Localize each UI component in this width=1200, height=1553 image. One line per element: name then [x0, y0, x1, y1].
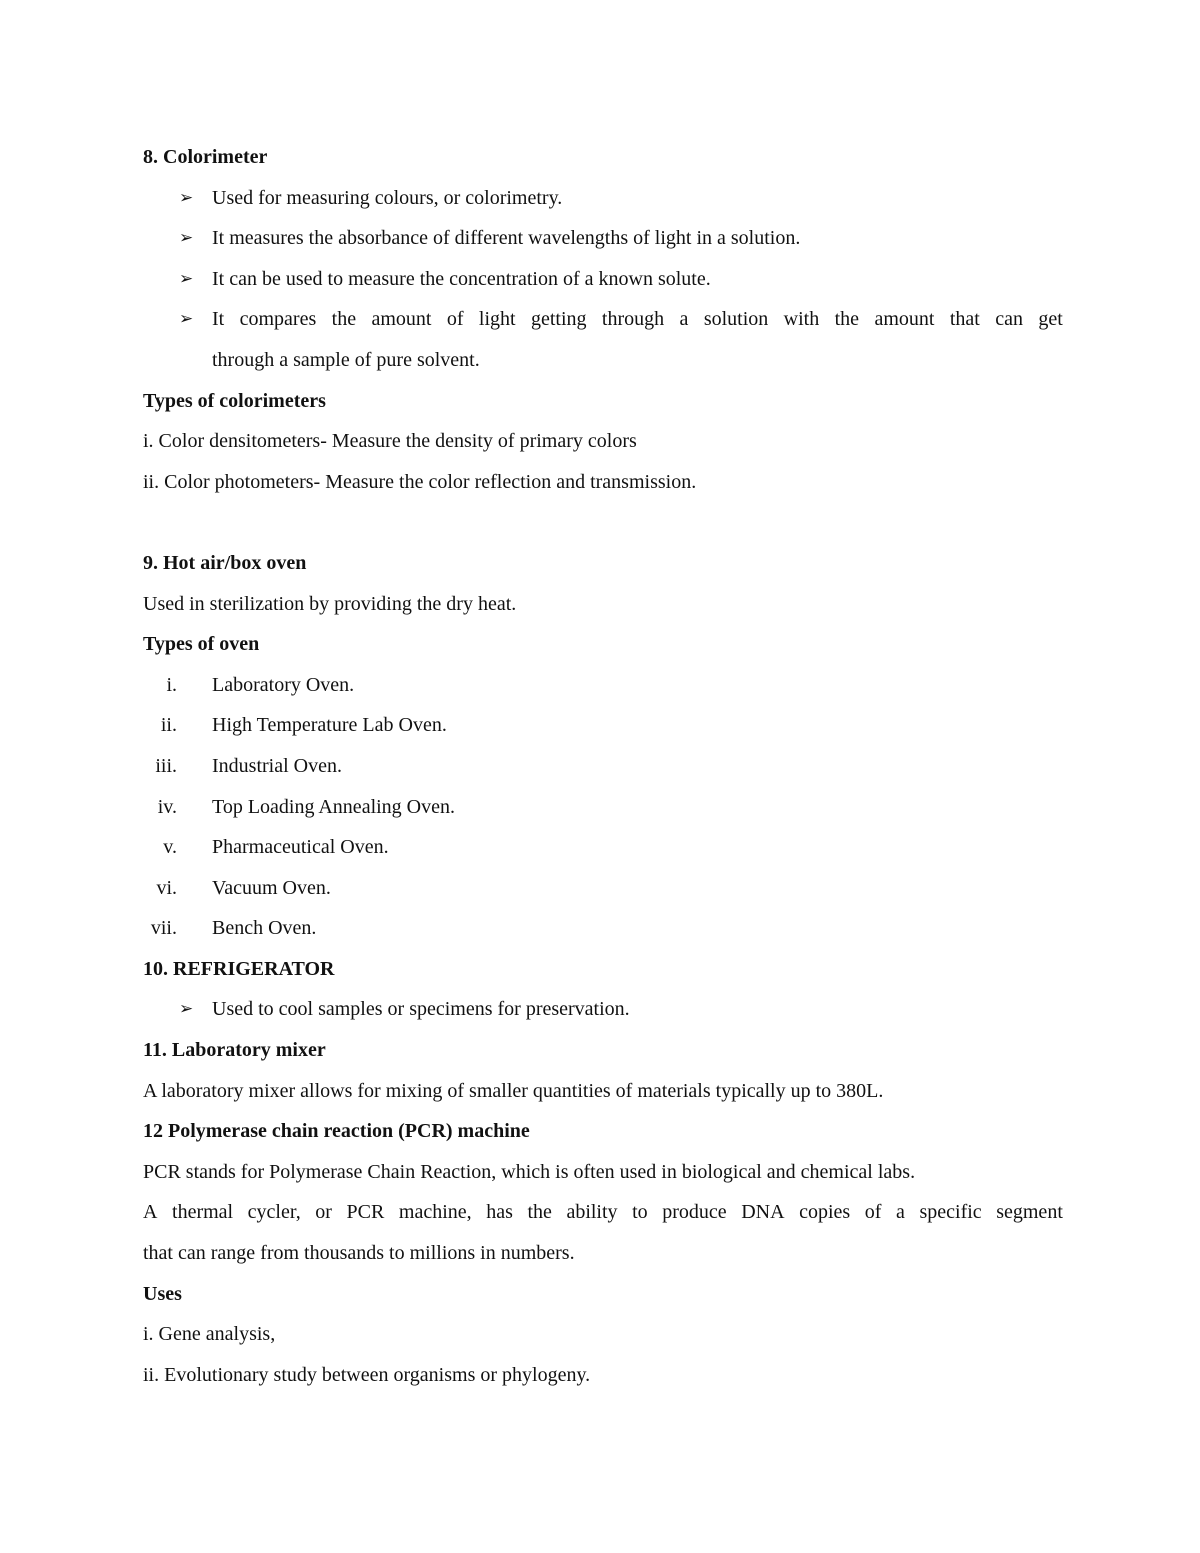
word: the [834, 308, 860, 331]
arrow-bullet-icon: ➢ [179, 309, 194, 329]
pcr-paragraph-line: that can range from thousands to millions in numbers. [143, 1242, 575, 1265]
word: ability [566, 1201, 618, 1224]
bullet-item [143, 218, 1063, 259]
word: or [315, 1201, 332, 1224]
word: the [331, 308, 357, 331]
use-item: ii. Evolutionary study between organisms or phylogeny. [143, 1363, 591, 1386]
use-item: i. Gene analysis, [143, 1323, 276, 1346]
word: segment [996, 1201, 1063, 1224]
bullet-item [143, 178, 1063, 219]
word: produce [662, 1201, 727, 1224]
type-item: i. Color densitometers- Measure the density of primary colors [143, 430, 637, 453]
bullet-item [143, 299, 1063, 340]
word: a [679, 308, 689, 331]
word: specific [919, 1201, 982, 1224]
list-number: ii. [160, 714, 177, 737]
subheading-uses: Uses [143, 1282, 182, 1305]
oven-type-item [143, 746, 1063, 787]
word: cycler, [247, 1201, 301, 1224]
bullet-text-justified [212, 299, 1063, 340]
word: solution [703, 308, 769, 331]
word: It [212, 308, 225, 331]
oven-type-item [143, 908, 1063, 949]
mixer-description: A laboratory mixer allows for mixing of smaller quantities of materials typically up to 380L. [143, 1079, 884, 1102]
word: copies [799, 1201, 851, 1224]
section-heading-colorimeter: 8. Colorimeter [143, 146, 268, 168]
subheading-types-colorimeters: Types of colorimeters [143, 389, 326, 412]
word: with [783, 308, 820, 331]
list-number: vii. [150, 917, 177, 940]
word: to [632, 1201, 648, 1224]
section-heading-refrigerator: 10. REFRIGERATOR [143, 957, 335, 980]
list-number: iv. [157, 795, 177, 818]
word: machine, [398, 1201, 472, 1224]
arrow-bullet-icon: ➢ [179, 228, 194, 248]
oven-type-item [143, 827, 1063, 868]
word: A [143, 1201, 158, 1224]
bullet-item [143, 259, 1063, 300]
list-number: i. [166, 673, 177, 696]
list-number: vi. [156, 876, 177, 899]
list-text: Vacuum Oven. [212, 876, 331, 899]
arrow-bullet-icon: ➢ [179, 187, 194, 207]
word: has [486, 1201, 513, 1224]
word: the [527, 1201, 552, 1224]
oven-type-item [143, 665, 1063, 706]
list-text: Laboratory Oven. [212, 673, 355, 696]
bullet-text: Used for measuring colours, or colorimetry. [212, 186, 563, 209]
word: light [478, 308, 516, 331]
word: can [995, 308, 1023, 331]
bullet-text: It can be used to measure the concentration of a known solute. [212, 267, 711, 290]
oven-type-item [143, 868, 1063, 909]
list-text: Top Loading Annealing Oven. [212, 795, 455, 818]
word: through [601, 308, 665, 331]
word: PCR [346, 1201, 385, 1224]
spacer [143, 502, 1063, 543]
word: of [446, 308, 464, 331]
bullet-continuation: through a sample of pure solvent. [212, 348, 480, 371]
document-page [143, 137, 1063, 1395]
subheading-types-oven: Types of oven [143, 633, 260, 656]
word: getting [530, 308, 587, 331]
type-item: ii. Color photometers- Measure the color reflection and transmission. [143, 470, 697, 493]
word: DNA [741, 1201, 785, 1224]
oven-type-item [143, 705, 1063, 746]
oven-type-item [143, 787, 1063, 828]
word: get [1038, 308, 1063, 331]
word: of [864, 1201, 882, 1224]
section-heading-oven: 9. Hot air/box oven [143, 551, 307, 574]
word: compares [239, 308, 317, 331]
word: thermal [172, 1201, 234, 1224]
arrow-bullet-icon: ➢ [179, 999, 194, 1019]
bullet-text: Used to cool samples or specimens for preservation. [212, 998, 630, 1021]
word: that [949, 308, 980, 331]
arrow-bullet-icon: ➢ [179, 268, 194, 288]
list-number: iii. [155, 754, 177, 777]
word: amount [874, 308, 935, 331]
list-text: Industrial Oven. [212, 754, 342, 777]
word: amount [371, 308, 432, 331]
word: a [896, 1201, 905, 1224]
bullet-item [143, 989, 1063, 1030]
pcr-paragraph-line: PCR stands for Polymerase Chain Reaction, which is often used in biological and chemical labs. [143, 1160, 916, 1183]
list-text: Bench Oven. [212, 917, 317, 940]
pcr-paragraph-line-justified [143, 1192, 1063, 1233]
section-heading-mixer: 11. Laboratory mixer [143, 1039, 326, 1062]
oven-description: Used in sterilization by providing the dry heat. [143, 592, 517, 615]
bullet-text: It measures the absorbance of different wavelengths of light in a solution. [212, 227, 801, 250]
list-number: v. [163, 836, 177, 859]
list-text: High Temperature Lab Oven. [212, 714, 447, 737]
list-text: Pharmaceutical Oven. [212, 836, 389, 859]
section-heading-pcr: 12 Polymerase chain reaction (PCR) machine [143, 1120, 530, 1143]
